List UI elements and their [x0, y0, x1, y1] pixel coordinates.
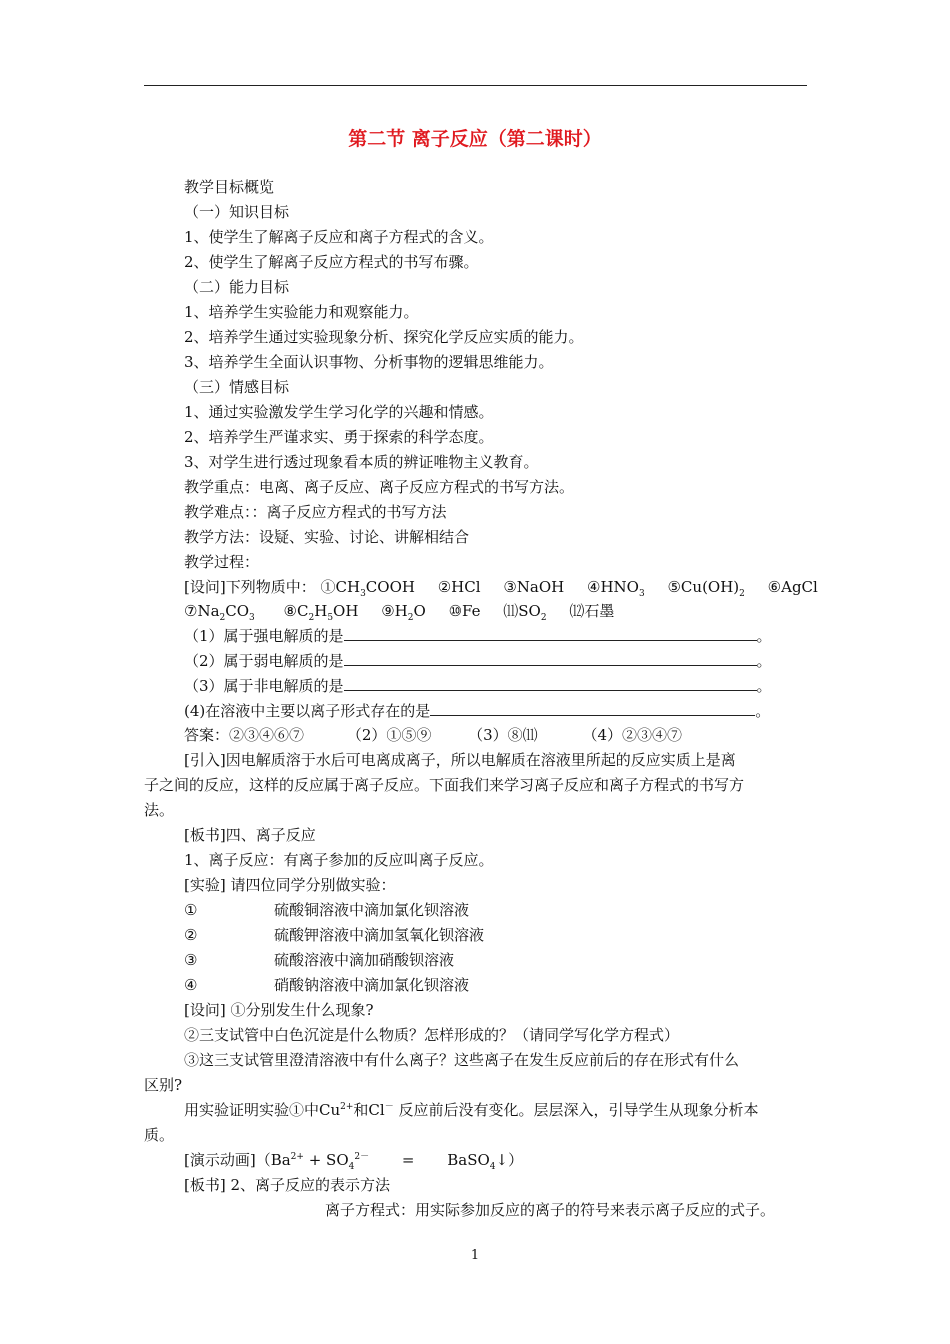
board-note-2: [板书] 2、离子反应的表示方法 [184, 1176, 391, 1194]
ability-goal-1: 1、培养学生实验能力和观察能力。 [184, 303, 419, 321]
substance-12: ⑿石墨 [569, 602, 615, 620]
substance-2: ②HCl [437, 578, 481, 596]
question-prefix: [设问]下列物质中： [184, 578, 316, 596]
key-points: 教学重点：电离、离子反应、离子反应方程式的书写方法。 [184, 478, 575, 496]
substance-9: $⑨H_2O$ [381, 602, 426, 623]
knowledge-goal-1: 1、使学生了解离子反应和离子方程式的含义。 [184, 228, 494, 246]
substance-1: $①CH_3COOH$ [320, 578, 415, 599]
answer-blank-4[interactable] [430, 701, 755, 716]
header-rule [144, 85, 807, 86]
answer-blank-3[interactable] [344, 676, 757, 691]
definition-2: 离子方程式：用实际参加反应的离子的符号来表示离子反应的式子。 [325, 1201, 776, 1219]
ability-goal-2: 2、培养学生通过实验现象分析、探究化学反应实质的能力。 [184, 328, 584, 346]
question-part-3: （3）属于非电解质的是 。 [184, 677, 772, 695]
emotion-goal-3: 3、对学生进行透过现象看本质的辨证唯物主义教育。 [184, 453, 539, 471]
question-part-1: （1）属于强电解质的是 。 [184, 627, 772, 645]
answer-2: （2）①⑤⑨ [346, 726, 432, 744]
experiment-4: ④ 硝酸钠溶液中滴加氯化钡溶液 [184, 976, 470, 994]
substance-5: $⑤Cu(OH)_2$ [667, 578, 745, 599]
substance-11: $⑾SO_2$ [503, 602, 547, 623]
intro-line-1: [引入]因电解质溶于水后可电离成离子，所以电解质在溶液里所起的反应实质上是离 [184, 751, 736, 769]
ability-goal-3: 3、培养学生全面认识事物、分析事物的逻辑思维能力。 [184, 353, 554, 371]
emotion-goal-1: 1、通过实验激发学生学习化学的兴趣和情感。 [184, 403, 494, 421]
knowledge-goals: （一）知识目标 [184, 203, 290, 221]
substance-6: ⑥AgCl [767, 578, 818, 596]
substance-10: ⑩Fe [448, 602, 481, 620]
knowledge-goal-2: 2、使学生了解离子反应方程式的书写布骤。 [184, 253, 479, 271]
intro-line-3: 法。 [144, 801, 175, 819]
emotion-goal-2: 2、培养学生严谨求实、勇于探索的科学态度。 [184, 428, 494, 446]
answer-blank-1[interactable] [344, 626, 757, 641]
experiment-intro: [实验] 请四位同学分别做实验： [184, 876, 396, 894]
board-note-1: [板书]四、离子反应 [184, 826, 316, 844]
question-substances-2 [184, 600, 614, 622]
intro-line-2: 子之间的反应，这样的反应属于离子反应。下面我们来学习离子反应和离子方程式的书写方 [144, 776, 745, 794]
teaching-process: 教学过程： [184, 553, 260, 571]
answer-blank-2[interactable] [344, 651, 757, 666]
experiment-3: ③ 硫酸溶液中滴加硝酸钡溶液 [184, 951, 455, 969]
question-part-2: （2）属于弱电解质的是 。 [184, 652, 772, 670]
answer-1: ②③④⑥⑦ [229, 726, 305, 744]
substance-4: $④HNO_3$ [587, 578, 645, 599]
experiment-1: ① 硫酸铜溶液中滴加氯化钡溶液 [184, 901, 470, 919]
page-title: 第二节 离子反应（第二课时） [348, 128, 602, 150]
question-2-line-1: [设问] ①分别发生什么现象? [184, 1001, 374, 1019]
substance-3: ③NaOH [503, 578, 565, 596]
experiment-2: ② 硫酸钾溶液中滴加氢氧化钡溶液 [184, 926, 485, 944]
goals-heading: 教学目标概览 [184, 178, 275, 196]
question-part-4: (4)在溶液中主要以离子形式存在的是 。 [184, 702, 771, 720]
question-2-line-2: ②三支试管中白色沉淀是什么物质？怎样形成的？（请同学写化学方程式） [184, 1026, 680, 1044]
proof-line-2: 质。 [144, 1126, 175, 1144]
question-substances-1 [184, 576, 818, 598]
teaching-method: 教学方法：设疑、实验、讨论、讲解相结合 [184, 528, 470, 546]
emotion-goals: （三）情感目标 [184, 378, 290, 396]
page-number: 1 [470, 1248, 480, 1263]
answers: 答案：②③④⑥⑦ （2）①⑤⑨ （3）⑧⑾ （4）②③④⑦ [184, 726, 683, 744]
difficulty: 教学难点：：离子反应方程式的书写方法 [184, 503, 447, 521]
question-2-line-4: 区别? [144, 1076, 183, 1094]
answer-4: （4）②③④⑦ [582, 726, 683, 744]
proof-line-1: 用实验证明实验①中$Cu^{2+}$和Cl－ 反应前后没有变化。层层深入，引导学生从现象分析本 [184, 1101, 759, 1119]
demo-animation: [演示动画]（$Ba^{2+} + SO_4^{2-}$ = BaSO$_4$↓） [184, 1151, 524, 1172]
substance-8: $⑧C_2H_5OH$ [283, 602, 359, 623]
substance-7: $⑦Na_2CO_3$ [184, 602, 255, 623]
question-2-line-3: ③这三支试管里澄清溶液中有什么离子？这些离子在发生反应前后的存在形式有什么 [184, 1051, 740, 1069]
ability-goals: （二）能力目标 [184, 278, 290, 296]
definition-1: 1、离子反应：有离子参加的反应叫离子反应。 [184, 851, 494, 869]
answer-3: （3）⑧⑾ [468, 726, 538, 744]
